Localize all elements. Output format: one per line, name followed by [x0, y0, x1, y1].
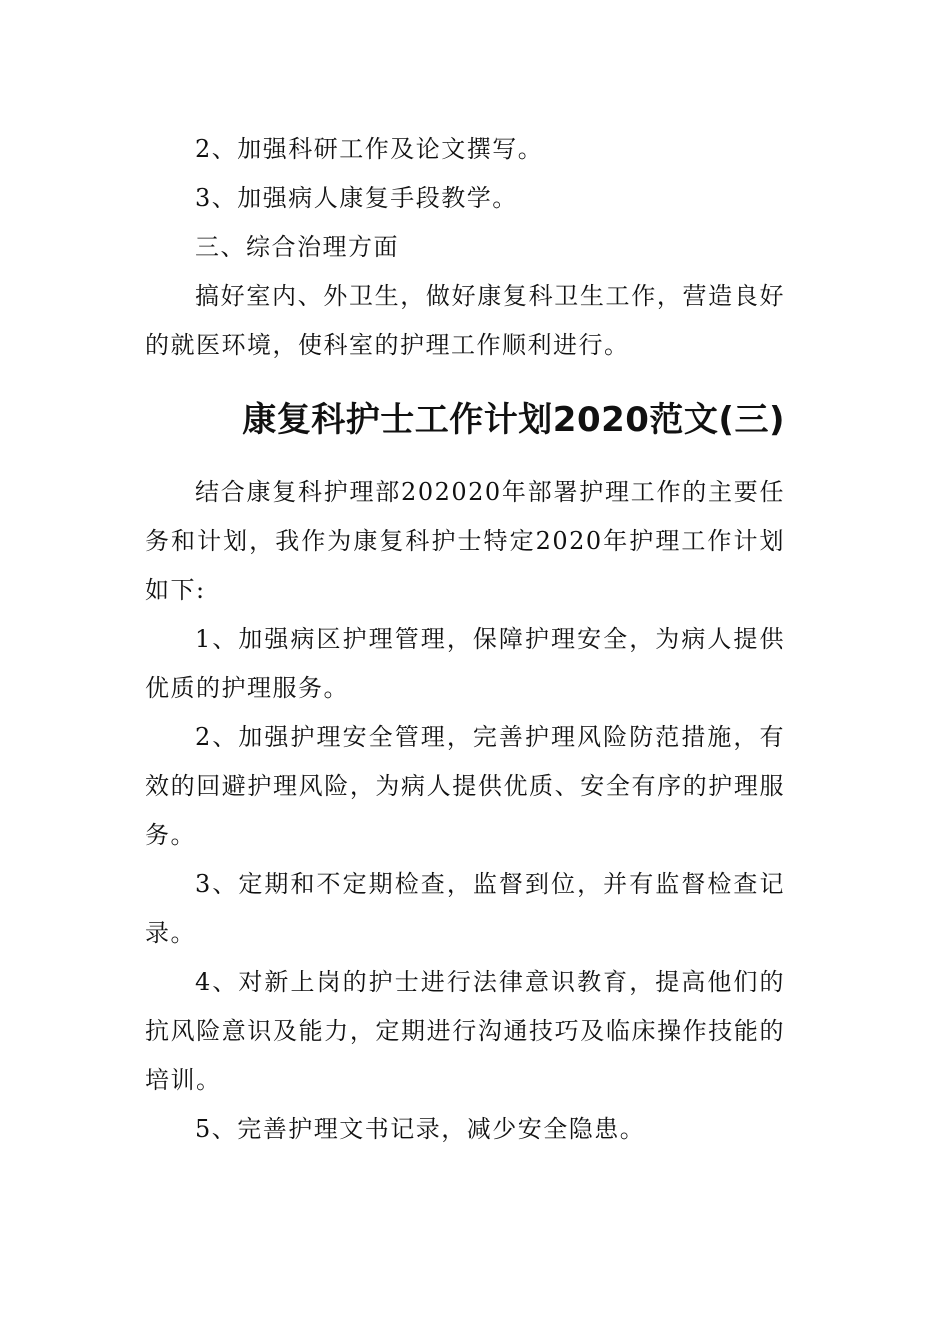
- section-title: 康复科护士工作计划2020范文(三): [242, 400, 785, 440]
- paragraph-intro: 结合康复科护理部202020年部署护理工作的主要任务和计划，我作为康复科护士特定2020年护理工作计划如下:: [145, 478, 785, 604]
- document-content: [145, 125, 785, 1154]
- paragraph-heading-comprehensive-management: 三、综合治理方面: [195, 233, 399, 261]
- paragraph-item-2-safety-management: 2、加强护理安全管理，完善护理风险防范措施，有效的回避护理风险，为病人提供优质、安全有序的护理服务。: [145, 723, 785, 849]
- paragraph-item-4-legal-education: 4、对新上岗的护士进行法律意识教育，提高他们的抗风险意识及能力，定期进行沟通技巧及临床操作技能的培训。: [145, 968, 785, 1094]
- paragraph-item-3-rehab-teaching: 3、加强病人康复手段教学。: [195, 184, 518, 212]
- paragraph-item-1-ward-management: 1、加强病区护理管理，保障护理安全，为病人提供优质的护理服务。: [145, 625, 785, 702]
- paragraph-item-5-records: 5、完善护理文书记录，减少安全隐患。: [195, 1115, 646, 1143]
- paragraph-hygiene: 搞好室内、外卫生，做好康复科卫生工作，营造良好的就医环境，使科室的护理工作顺利进行。: [145, 282, 785, 359]
- paragraph-item-3-inspection: 3、定期和不定期检查，监督到位，并有监督检查记录。: [145, 870, 785, 947]
- paragraph-item-2-research: 2、加强科研工作及论文撰写。: [195, 135, 544, 163]
